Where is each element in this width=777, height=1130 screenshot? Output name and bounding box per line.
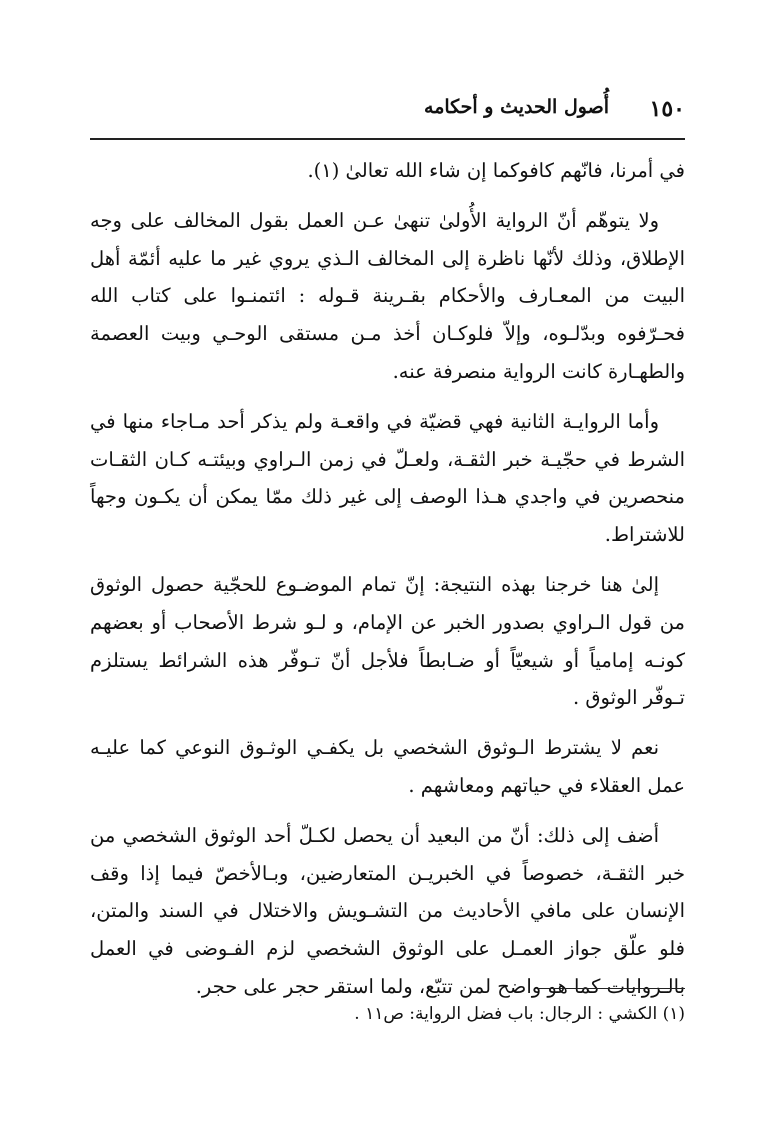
footnote-rule — [539, 988, 685, 989]
paragraph: ولا يتوهّم أنّ الرواية الأُولىٰ تنهىٰ عـن العمل بقول المخالف على وجه الإطلاق، وذلك لأنّها ناظرة إلى المخالف الـذي يروي غير ما عليه أئمّة أهل البيت من المعـارف والأحكام بقـرينة قـوله : ائتمنـوا على كتاب الله فحـرّفوه وبدّلـوه، وإلاّ فلوكـان أخذ مـن مستقى الوحـي وبيت العصمة والطهـارة كانت الرواية منصرفة عنه. — [90, 208, 685, 383]
paragraph: إلىٰ هنا خرجنا بهذه النتيجة: إنّ تمام الموضـوع للحجّية حصول الوثوق من قول الـراوي بصدور الخبر عن الإمام، و لـو شرط الأصحاب أو بعضهم كونـه إمامياً أو شيعيّاً أو ضـابطاً فلأجل أنّ تـوفّر هذه الشرائط يستلزم تـوفّر الوثوق . — [90, 572, 685, 710]
running-title: أُصول الحديث و أحكامه — [424, 96, 609, 118]
page-number: ١٥٠ — [649, 96, 685, 122]
footnote: (١) الكشي : الرجال: باب فضل الرواية: ص١١ . — [354, 1004, 685, 1024]
page-header — [92, 92, 685, 126]
paragraph: في أمرنا، فانّهم كافوكما إن شاء الله تعالىٰ (١). — [307, 159, 685, 182]
paragraph: نعم لا يشترط الـوثوق الشخصي بل يكفـي الوثـوق النوعي كما عليـه عمل العقلاء في حياتهم ومعاشهم . — [90, 736, 685, 797]
header-rule — [90, 138, 685, 140]
paragraph: أضف إلى ذلك: أنّ من البعيد أن يحصل لكـلّ أحد الوثوق الشخصي من خبر الثقـة، خصوصاً في الخبريـن المتعارضين، وبـالأخصّ فيما إذا وقف الإنسان على مافي الأحاديث من التشـويش والاختلال في السند والمتن، فلو علّق جواز العمـل على الوثوق الشخصي لزم الفـوضى في العمل بالـروايات كما هو واضح لمن تتبّع، ولما استقر حجر على حجر. — [90, 823, 685, 998]
main-text — [90, 152, 685, 1018]
paragraph: وأما الروايـة الثانية فهي قضيّة في واقعـة ولم يذكر أحد مـاجاء منها في الشرط في حجّيـة خبر الثقـة، ولعـلّ في زمن الـراوي وبيئتـه كـان الثقـات منحصرين في واجدي هـذا الوصف إلى غير ذلك ممّا يمكن أن يكـون وجهاً للاشتراط. — [90, 409, 685, 547]
